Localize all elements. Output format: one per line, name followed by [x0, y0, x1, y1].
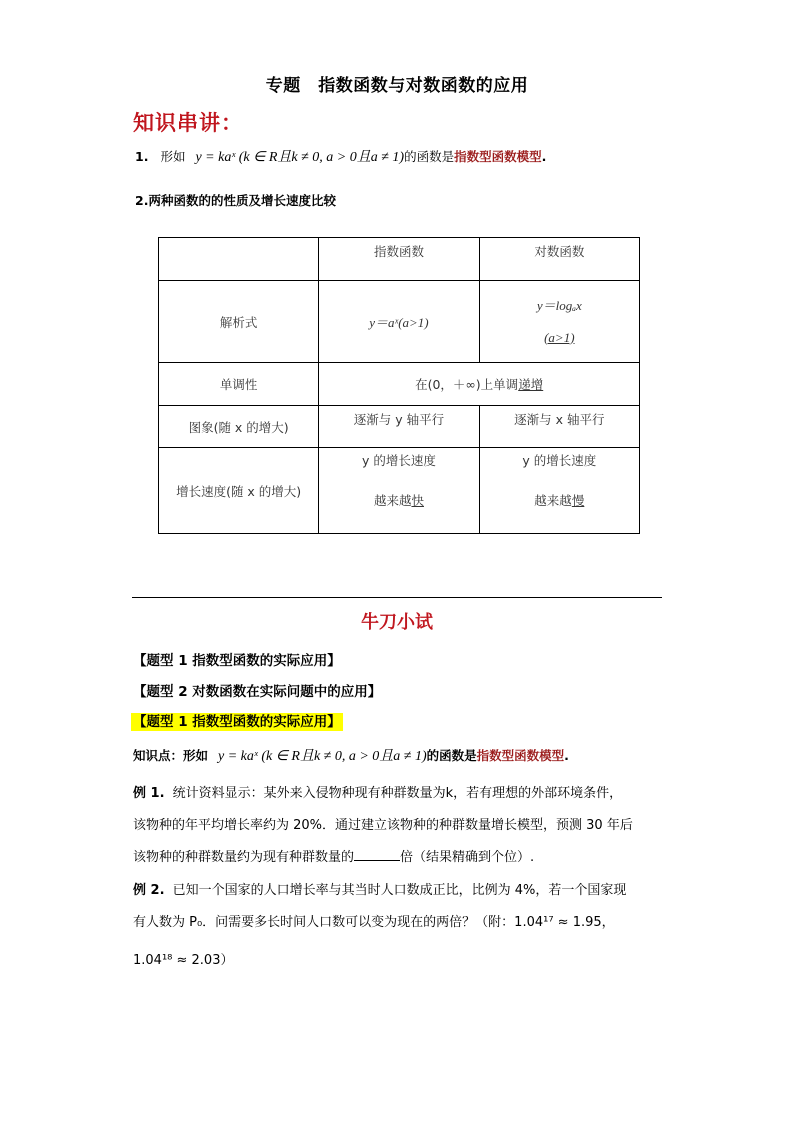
speed-line: y 的增长速度 — [362, 453, 436, 468]
example-1-line-3-prefix: 该物种的种群数量约为现有种群数量的 — [133, 850, 355, 865]
table-cell — [319, 281, 479, 363]
example-2-line-2: 有人数为 P₀．问需要多长时间人口数可以变为现在的两倍？（附：1.04¹⁷ ≈ 1.95， — [133, 915, 615, 930]
type-2-label: 【题型 2 对数函数在实际问题中的应用】 — [133, 684, 382, 700]
row-label: 图象(随 x 的增大) — [159, 406, 319, 448]
table-row — [159, 448, 640, 534]
log-condition: (a>1) — [544, 329, 575, 345]
table-cell: 逐渐与 y 轴平行 — [319, 406, 479, 448]
table-header-cell: 对数函数 — [479, 238, 639, 281]
table-header-row — [159, 238, 640, 281]
item-1 — [135, 146, 546, 166]
mono-prefix: 在(0，＋∞)上单调 — [415, 377, 519, 392]
table-cell — [479, 448, 639, 534]
item-1-highlight: 指数型函数模型 — [454, 149, 542, 164]
example-2-text: 已知一个国家的人口增长率与其当时人口数成正比，比例为 4%，若一个国家现 — [172, 883, 627, 898]
speed-line — [319, 492, 478, 510]
log-expression: y＝logₐx — [536, 297, 582, 313]
page-title: 专题 指数函数与对数函数的应用 — [265, 76, 529, 96]
row-label: 单调性 — [159, 363, 319, 406]
table-cell — [319, 448, 479, 534]
speed-underlined: 快 — [411, 493, 424, 508]
example-1-line-2: 该物种的年平均增长率约为 20%．通过建立该物种的种群数量增长模型，预测 30 年后 — [133, 818, 633, 833]
example-2-line-3: 1.04¹⁸ ≈ 2.03） — [133, 953, 234, 968]
knowledge-heading: 知识串讲： — [133, 111, 243, 135]
knowledge-point-formula: y = kaˣ (k ∈ R且k ≠ 0, a > 0且a ≠ 1) — [218, 749, 427, 764]
table-row — [159, 281, 640, 363]
table-cell: 逐渐与 x 轴平行 — [479, 406, 639, 448]
speed-underlined: 慢 — [571, 493, 585, 508]
type-1-label: 【题型 1 指数型函数的实际应用】 — [133, 653, 341, 669]
item-1-formula: y = kaˣ (k ∈ R且k ≠ 0, a > 0且a ≠ 1) — [195, 150, 405, 165]
type-1-highlight: 【题型 1 指数型函数的实际应用】 — [133, 714, 341, 730]
table-header-cell — [159, 238, 319, 281]
knowledge-point-prefix: 知识点：形如 — [133, 748, 209, 763]
knowledge-point — [133, 745, 569, 765]
row-label: 增长速度(随 x 的增大) — [159, 448, 319, 534]
knowledge-point-highlight: 指数型函数模型 — [476, 748, 565, 763]
example-2-line-1 — [133, 879, 626, 898]
example-1-line-3-suffix: 倍（结果精确到个位）. — [400, 850, 535, 865]
knowledge-point-middle: 的函数是 — [426, 748, 477, 763]
table-cell — [319, 363, 640, 406]
comparison-table — [158, 237, 640, 534]
item-2: 2.两种函数的的性质及增长速度比较 — [135, 193, 336, 208]
knowledge-point-end: . — [564, 748, 569, 763]
speed-line: y 的增长速度 — [522, 453, 597, 468]
table-header-cell: 指数函数 — [319, 238, 479, 281]
table-row — [159, 406, 640, 448]
item-1-middle: 的函数是 — [404, 149, 455, 164]
mono-underlined: 递增 — [518, 377, 544, 392]
table-cell — [479, 281, 639, 363]
item-1-number: 1. — [135, 149, 149, 164]
example-1-label: 例 1. — [133, 786, 165, 801]
row-label: 解析式 — [159, 281, 319, 363]
exp-expression: y＝aˣ(a>1) — [369, 315, 429, 330]
speed-prefix: 越来越 — [373, 493, 412, 508]
answer-blank — [354, 848, 400, 861]
section-heading: 牛刀小试 — [361, 612, 433, 633]
item-1-end: . — [541, 149, 547, 164]
item-1-prefix: 形如 — [160, 149, 186, 164]
table-row — [159, 363, 640, 406]
speed-line — [480, 492, 639, 510]
example-1-text: 统计资料显示：某外来入侵物种现有种群数量为k，若有理想的外部环境条件， — [172, 786, 623, 801]
type-1-heading — [131, 710, 343, 730]
example-1-line-1 — [133, 782, 622, 801]
section-divider — [132, 597, 662, 598]
speed-prefix: 越来越 — [534, 493, 572, 508]
example-1-line-3 — [133, 846, 534, 865]
example-2-label: 例 2. — [133, 883, 165, 898]
